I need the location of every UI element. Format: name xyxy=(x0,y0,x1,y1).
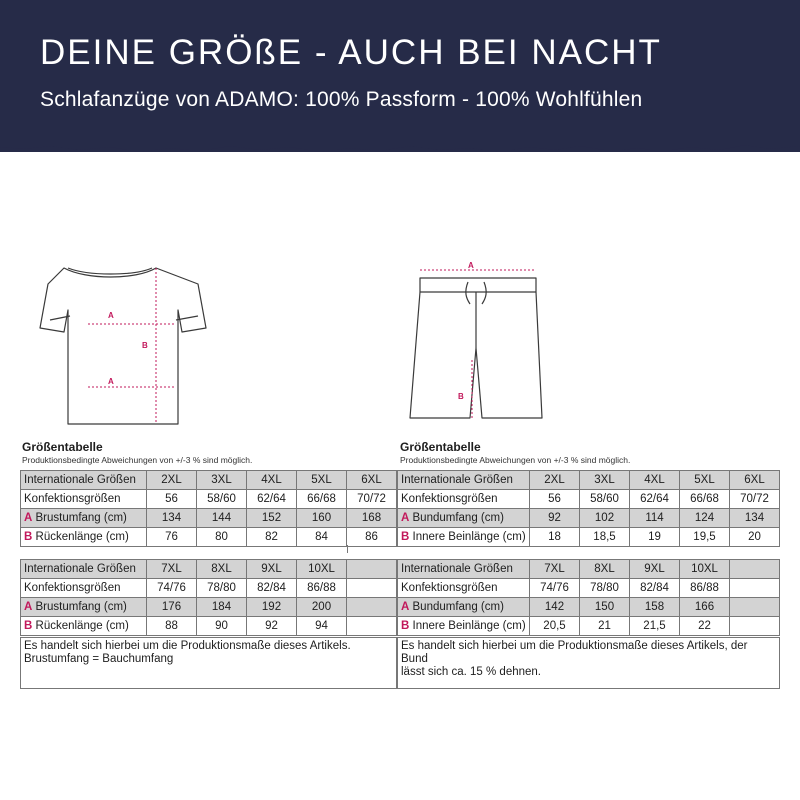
value-cell: 20 xyxy=(730,528,780,547)
right-section-note: Produktionsbedingte Abweichungen von +/-3 % sind möglich. xyxy=(400,455,631,465)
value-cell: 142 xyxy=(530,598,580,617)
size-cell: 4XL xyxy=(247,471,297,490)
row-label xyxy=(398,528,530,547)
size-cell: 3XL xyxy=(580,471,630,490)
measure-label: Rückenlänge (cm) xyxy=(32,531,129,543)
size-cell: 10XL xyxy=(680,560,730,579)
right-footnote xyxy=(397,637,780,689)
table-row xyxy=(21,509,397,528)
measure-letter: B xyxy=(24,531,33,543)
measure-letter: A xyxy=(24,512,33,524)
measure-letter: A xyxy=(401,601,410,613)
row-label: Internationale Größen xyxy=(21,471,147,490)
row-label: Konfektionsgrößen xyxy=(21,579,147,598)
right-section-title: Größentabelle xyxy=(400,440,481,454)
row-label: Internationale Größen xyxy=(21,560,147,579)
measure-label: Bundumfang (cm) xyxy=(409,601,504,613)
value-cell: 86/88 xyxy=(680,579,730,598)
left-section-title: Größentabelle xyxy=(22,440,103,454)
value-cell: 18,5 xyxy=(580,528,630,547)
left-size-table-2 xyxy=(20,559,397,636)
table-row xyxy=(398,598,780,617)
value-cell: 19,5 xyxy=(680,528,730,547)
size-cell: 7XL xyxy=(147,560,197,579)
size-cell: 10XL xyxy=(297,560,347,579)
value-cell: 176 xyxy=(147,598,197,617)
value-cell: 21 xyxy=(580,617,630,636)
value-cell: 166 xyxy=(680,598,730,617)
table-row xyxy=(398,490,780,509)
value-cell: 184 xyxy=(197,598,247,617)
footnote-line: Brustumfang = Bauchumfang xyxy=(24,653,174,665)
right-size-table-1 xyxy=(397,470,780,547)
size-cell: 4XL xyxy=(630,471,680,490)
value-cell: 82/84 xyxy=(247,579,297,598)
footnote-line: lässt sich ca. 15 % dehnen. xyxy=(401,666,541,678)
size-cell: 5XL xyxy=(680,471,730,490)
value-cell: 78/80 xyxy=(197,579,247,598)
footnote-line: Es handelt sich hierbei um die Produktionsmaße dieses Artikels, der Bund xyxy=(401,640,748,665)
value-cell: 92 xyxy=(247,617,297,636)
size-cell: 6XL xyxy=(347,471,397,490)
table-row xyxy=(398,560,780,579)
value-cell: 86 xyxy=(347,528,397,547)
size-cell: 2XL xyxy=(530,471,580,490)
value-cell: 168 xyxy=(347,509,397,528)
table-row xyxy=(21,490,397,509)
row-label: Konfektionsgrößen xyxy=(398,579,530,598)
size-cell: 5XL xyxy=(297,471,347,490)
value-cell: 144 xyxy=(197,509,247,528)
header-banner xyxy=(0,0,800,152)
size-cell: 8XL xyxy=(197,560,247,579)
row-label: Internationale Größen xyxy=(398,471,530,490)
size-cell: 9XL xyxy=(630,560,680,579)
value-cell: 82 xyxy=(247,528,297,547)
measure-label: Innere Beinlänge (cm) xyxy=(409,620,526,632)
banner-brush-edge xyxy=(0,140,800,170)
value-cell: 92 xyxy=(530,509,580,528)
measure-label: Brustumfang (cm) xyxy=(32,601,127,613)
value-cell: 158 xyxy=(630,598,680,617)
value-cell: 58/60 xyxy=(197,490,247,509)
value-cell: 160 xyxy=(297,509,347,528)
value-cell: 56 xyxy=(530,490,580,509)
table-row xyxy=(21,560,397,579)
empty-cell xyxy=(347,579,397,598)
value-cell: 74/76 xyxy=(530,579,580,598)
value-cell: 134 xyxy=(147,509,197,528)
value-cell: 134 xyxy=(730,509,780,528)
value-cell: 62/64 xyxy=(630,490,680,509)
size-cell: 8XL xyxy=(580,560,630,579)
table-row xyxy=(398,528,780,547)
measure-label: Bundumfang (cm) xyxy=(409,512,504,524)
shirt-label-a-chest: A xyxy=(108,311,114,320)
measure-label: Rückenlänge (cm) xyxy=(32,620,129,632)
row-label xyxy=(21,528,147,547)
empty-cell xyxy=(347,560,397,579)
left-size-table-1 xyxy=(20,470,397,547)
empty-cell xyxy=(347,617,397,636)
table-row xyxy=(21,598,397,617)
row-label xyxy=(398,617,530,636)
measure-letter: B xyxy=(401,620,410,632)
value-cell: 62/64 xyxy=(247,490,297,509)
row-label xyxy=(398,598,530,617)
row-label xyxy=(21,598,147,617)
left-section-note: Produktionsbedingte Abweichungen von +/-3 % sind möglich. xyxy=(22,455,253,465)
empty-cell xyxy=(730,560,780,579)
shirt-label-b-length: B xyxy=(142,341,148,350)
value-cell: 124 xyxy=(680,509,730,528)
footnote-line: Es handelt sich hierbei um die Produktionsmaße dieses Artikels. xyxy=(24,640,351,652)
size-cell: 2XL xyxy=(147,471,197,490)
row-label: Internationale Größen xyxy=(398,560,530,579)
row-label: Konfektionsgrößen xyxy=(398,490,530,509)
table-row xyxy=(21,471,397,490)
shorts-diagram xyxy=(408,258,548,430)
table-row xyxy=(21,528,397,547)
value-cell: 74/76 xyxy=(147,579,197,598)
row-label xyxy=(21,617,147,636)
value-cell: 58/60 xyxy=(580,490,630,509)
value-cell: 18 xyxy=(530,528,580,547)
right-size-table-2 xyxy=(397,559,780,636)
measure-label: Innere Beinlänge (cm) xyxy=(409,531,526,543)
value-cell: 94 xyxy=(297,617,347,636)
empty-cell xyxy=(730,579,780,598)
value-cell: 114 xyxy=(630,509,680,528)
page-subtitle: Schlafanzüge von ADAMO: 100% Passform - 100% Wohlfühlen xyxy=(40,88,643,111)
row-label xyxy=(398,509,530,528)
table-row xyxy=(21,617,397,636)
table-row xyxy=(398,509,780,528)
page-title: DEINE GRÖßE - AUCH BEI NACHT xyxy=(40,33,662,72)
value-cell: 78/80 xyxy=(580,579,630,598)
value-cell: 192 xyxy=(247,598,297,617)
size-cell: 9XL xyxy=(247,560,297,579)
measure-letter: A xyxy=(24,601,33,613)
row-label xyxy=(21,509,147,528)
value-cell: 152 xyxy=(247,509,297,528)
value-cell: 56 xyxy=(147,490,197,509)
table-divider xyxy=(347,545,348,553)
value-cell: 84 xyxy=(297,528,347,547)
value-cell: 82/84 xyxy=(630,579,680,598)
shirt-label-a-belly: A xyxy=(108,377,114,386)
row-label: Konfektionsgrößen xyxy=(21,490,147,509)
value-cell: 21,5 xyxy=(630,617,680,636)
size-cell: 6XL xyxy=(730,471,780,490)
measure-letter: B xyxy=(401,531,410,543)
value-cell: 22 xyxy=(680,617,730,636)
value-cell: 76 xyxy=(147,528,197,547)
table-row xyxy=(21,579,397,598)
empty-cell xyxy=(347,598,397,617)
value-cell: 70/72 xyxy=(347,490,397,509)
value-cell: 66/68 xyxy=(297,490,347,509)
shirt-diagram xyxy=(28,258,238,430)
value-cell: 70/72 xyxy=(730,490,780,509)
shorts-label-a-waist: A xyxy=(468,261,474,270)
value-cell: 200 xyxy=(297,598,347,617)
measure-letter: A xyxy=(401,512,410,524)
size-cell: 7XL xyxy=(530,560,580,579)
value-cell: 102 xyxy=(580,509,630,528)
left-footnote xyxy=(20,637,397,689)
table-row xyxy=(398,471,780,490)
empty-cell xyxy=(730,617,780,636)
table-row xyxy=(398,617,780,636)
value-cell: 66/68 xyxy=(680,490,730,509)
value-cell: 80 xyxy=(197,528,247,547)
value-cell: 88 xyxy=(147,617,197,636)
table-row xyxy=(398,579,780,598)
empty-cell xyxy=(730,598,780,617)
size-cell: 3XL xyxy=(197,471,247,490)
measure-letter: B xyxy=(24,620,33,632)
value-cell: 150 xyxy=(580,598,630,617)
value-cell: 20,5 xyxy=(530,617,580,636)
measure-label: Brustumfang (cm) xyxy=(32,512,127,524)
shorts-label-b-inseam: B xyxy=(458,392,464,401)
value-cell: 86/88 xyxy=(297,579,347,598)
value-cell: 19 xyxy=(630,528,680,547)
value-cell: 90 xyxy=(197,617,247,636)
